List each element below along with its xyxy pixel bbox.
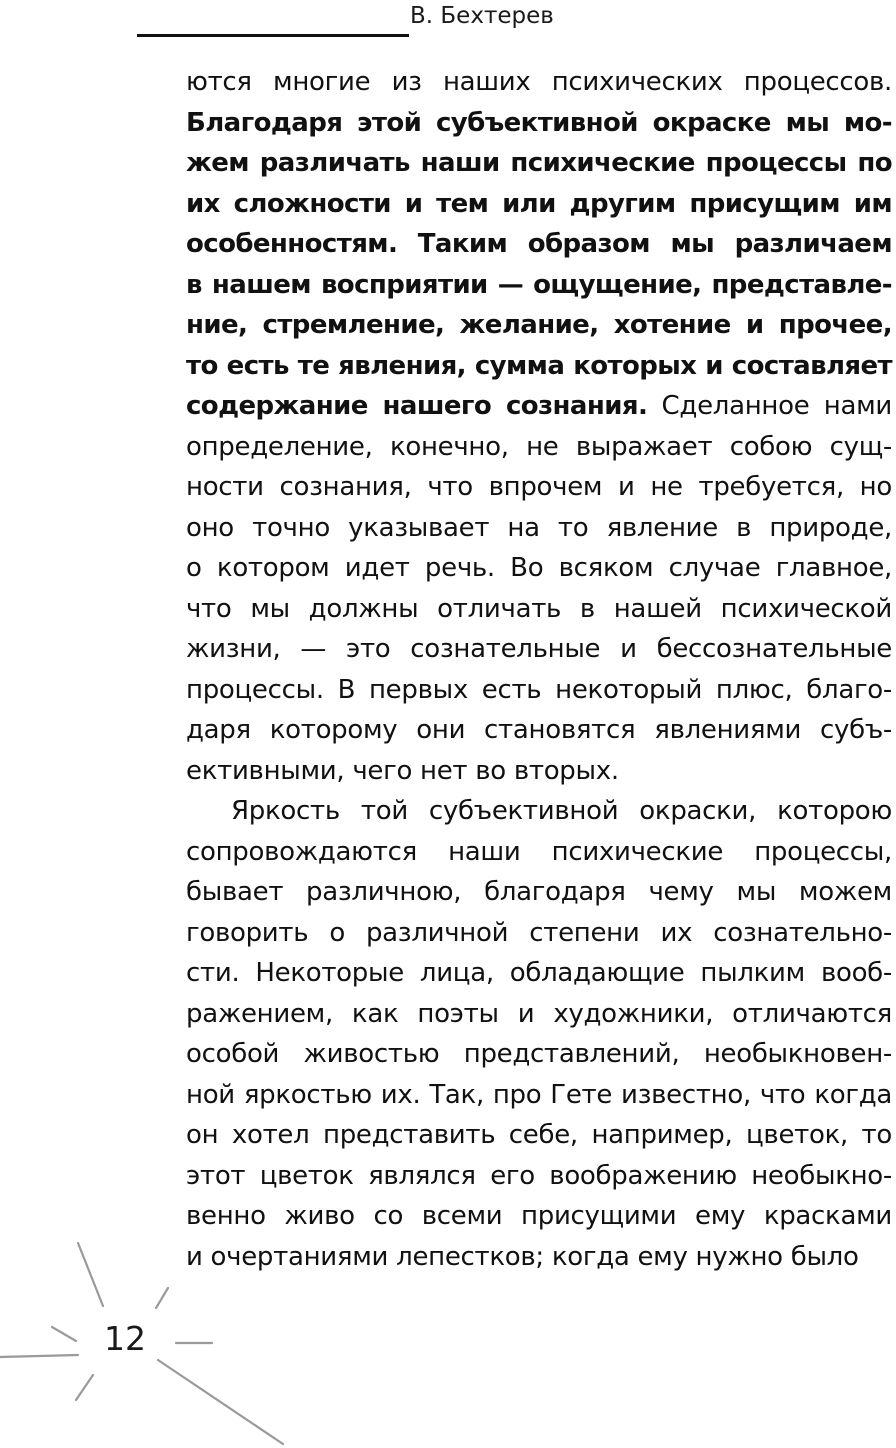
regular-text: он хотел представить себе, например, цветок, то <box>186 1120 892 1150</box>
regular-text: что мы должны отличать в нашей психической <box>186 593 892 624</box>
text-line <box>186 832 892 873</box>
text-line <box>186 62 892 103</box>
text-line <box>186 386 892 427</box>
regular-text: ной яркостью их. Так, про Гете известно, что когда <box>186 1079 892 1110</box>
bold-text: то есть те явления, сумма которых и составляет <box>186 350 892 381</box>
text-line <box>186 872 892 913</box>
ray-line <box>76 1375 93 1400</box>
regular-text: оно точно указывает на то явление в природе, <box>186 512 892 543</box>
regular-text: о котором идет речь. Во всяком случае главное, <box>186 553 892 583</box>
text-line <box>186 143 892 184</box>
text-line <box>186 184 892 225</box>
text-line <box>186 467 892 508</box>
text-line <box>186 589 892 630</box>
bold-text: содержание нашего сознания. <box>186 391 648 421</box>
regular-text: особой живостью представлений, необыкновен- <box>186 1039 892 1069</box>
regular-text: ются многие из наших психических процессов. <box>186 67 892 97</box>
regular-text: ражением, как поэты и художники, отличаются <box>186 998 892 1029</box>
text-line <box>186 994 892 1035</box>
bold-text: особенностям. Таким образом мы различаем <box>186 229 892 259</box>
bold-text: ние, стремление, желание, хотение и прочее, <box>186 310 892 340</box>
regular-text: ности сознания, что впрочем и не требуется, но <box>186 472 892 502</box>
text-line <box>186 1034 892 1075</box>
page-number: 12 <box>104 1319 146 1358</box>
text-line <box>186 710 892 751</box>
regular-text: венно живо со всеми присущими ему красками <box>186 1201 892 1231</box>
ray-line <box>156 1288 168 1308</box>
regular-text: сти. Некоторые лица, обладающие пылким вооб- <box>186 958 892 988</box>
bold-text: жем различать наши психические процессы по <box>186 148 892 178</box>
regular-text: сопровождаются наши психические процессы, <box>186 836 892 867</box>
bold-text: Благодаря этой субъективной окраске мы мо- <box>186 107 892 138</box>
bold-text: в нашем восприятии — ощущение, представле- <box>186 269 892 300</box>
regular-text: жизни, — это сознательные и бессознательные <box>186 634 892 664</box>
text-line <box>186 791 892 832</box>
text-line <box>186 1115 892 1156</box>
bold-text: их сложности и тем или другим присущим им <box>186 188 892 219</box>
text-line <box>186 224 892 265</box>
regular-text: определение, конечно, не выражает собою сущ- <box>186 431 892 462</box>
regular-text: процессы. В первых есть некоторый плюс, благо- <box>186 674 892 705</box>
text-line <box>186 427 892 468</box>
text-line <box>186 953 892 994</box>
text-line <box>186 1075 892 1116</box>
text-line <box>186 1156 892 1197</box>
text-line <box>186 103 892 144</box>
ray-line <box>158 1360 283 1444</box>
text-line <box>186 670 892 711</box>
sunburst-decoration <box>0 1230 300 1448</box>
ray-line <box>52 1327 76 1341</box>
running-title: В. Бехтерев <box>410 3 554 29</box>
regular-text: бывает различною, благодаря чему мы можем <box>186 877 892 907</box>
regular-text: этот цветок являлся его воображению необыкно- <box>186 1160 892 1191</box>
body-text <box>186 62 892 1277</box>
header-rule <box>137 34 409 37</box>
regular-text: ективными, чего нет во вторых. <box>186 755 619 786</box>
text-line <box>186 629 892 670</box>
regular-text: Сделанное нами <box>647 391 892 421</box>
ray-line <box>78 1243 103 1306</box>
regular-text: Яркость той субъективной окраски, которою <box>231 796 892 826</box>
text-line <box>186 913 892 954</box>
text-line <box>186 346 892 387</box>
regular-text: говорить о различной степени их сознательно- <box>186 917 892 948</box>
text-line <box>186 548 892 589</box>
text-line <box>186 508 892 549</box>
ray-line <box>0 1355 78 1357</box>
text-line <box>186 751 892 792</box>
regular-text: даря которому они становятся явлениями субъ- <box>186 715 892 745</box>
text-line <box>186 305 892 346</box>
regular-text: и очертаниями лепестков; когда ему нужно было <box>186 1241 859 1272</box>
text-line <box>186 265 892 306</box>
